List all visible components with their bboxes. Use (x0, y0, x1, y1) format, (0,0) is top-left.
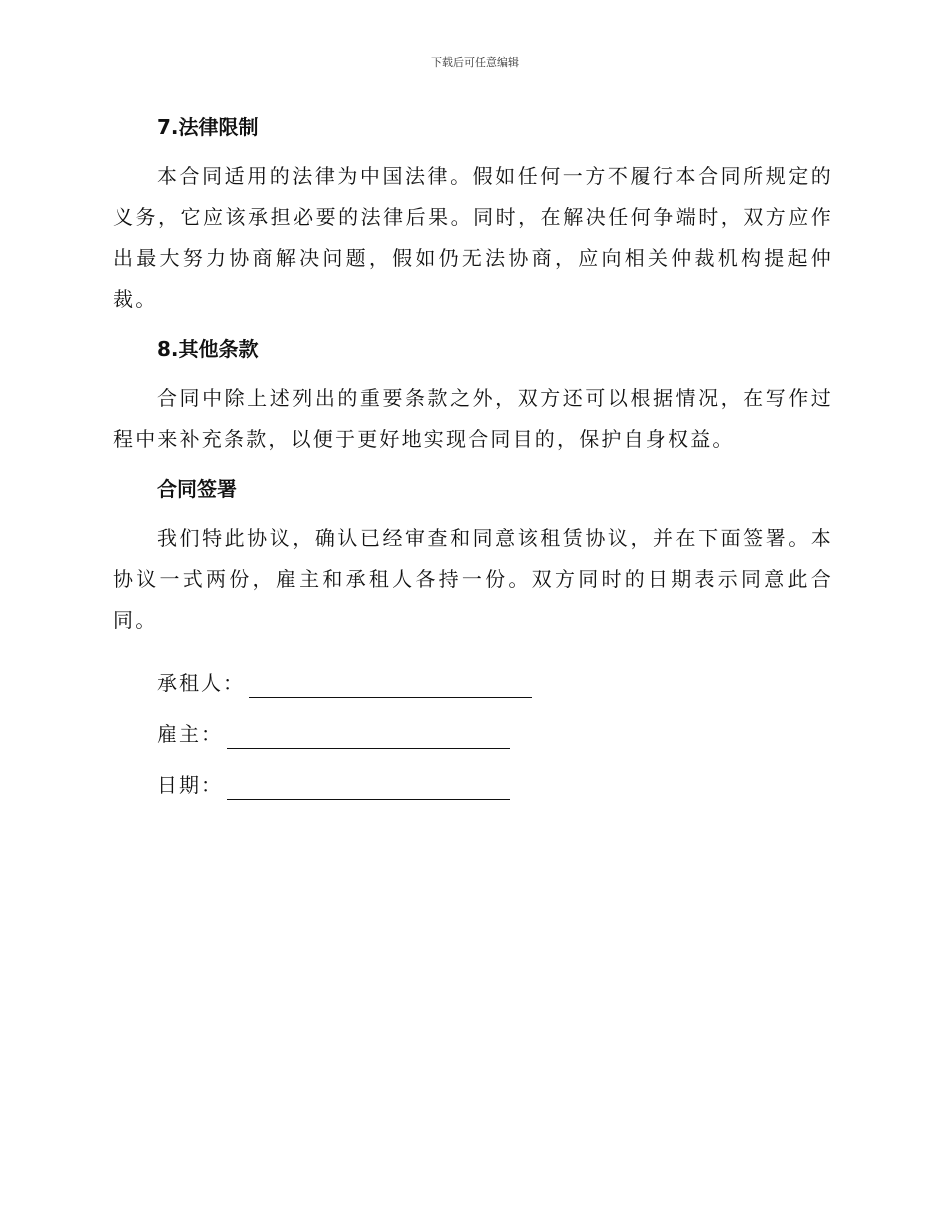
employer-signature-line (227, 726, 510, 749)
tenant-signature-label: 承租人： (157, 671, 245, 695)
employer-signature-row (157, 704, 833, 755)
section-paragraph: 合同中除上述列出的重要条款之外，双方还可以根据情况，在写作过程中来补充条款，以便于更好地实现合同目的，保护自身权益。 (113, 386, 833, 451)
section-heading: 7.法律限制 (157, 115, 259, 139)
tenant-signature-line (249, 675, 532, 698)
section-paragraph: 我们特此协议，确认已经审查和同意该租赁协议，并在下面签署。本协议一式两份，雇主和承租人各持一份。双方同时的日期表示同意此合同。 (113, 526, 833, 632)
date-signature-row (157, 755, 833, 806)
section-legal-restrictions (113, 110, 833, 320)
date-signature-line (227, 777, 510, 800)
section-heading: 合同签署 (157, 477, 237, 501)
section-paragraph: 本合同适用的法律为中国法律。假如任何一方不履行本合同所规定的义务，它应该承担必要的法律后果。同时，在解决任何争端时，双方应作出最大努力协商解决问题，假如仍无法协商，应向相关仲裁机构提起仲裁。 (113, 164, 833, 311)
header-note: 下载后可任意编辑 (431, 56, 519, 69)
employer-signature-label: 雇主： (157, 722, 223, 746)
section-heading: 8.其他条款 (157, 337, 259, 361)
signature-block (113, 653, 833, 806)
tenant-signature-row (157, 653, 833, 704)
document-content (113, 110, 833, 806)
section-contract-signing (113, 472, 833, 641)
section-other-terms (113, 332, 833, 460)
date-signature-label: 日期： (157, 773, 223, 797)
